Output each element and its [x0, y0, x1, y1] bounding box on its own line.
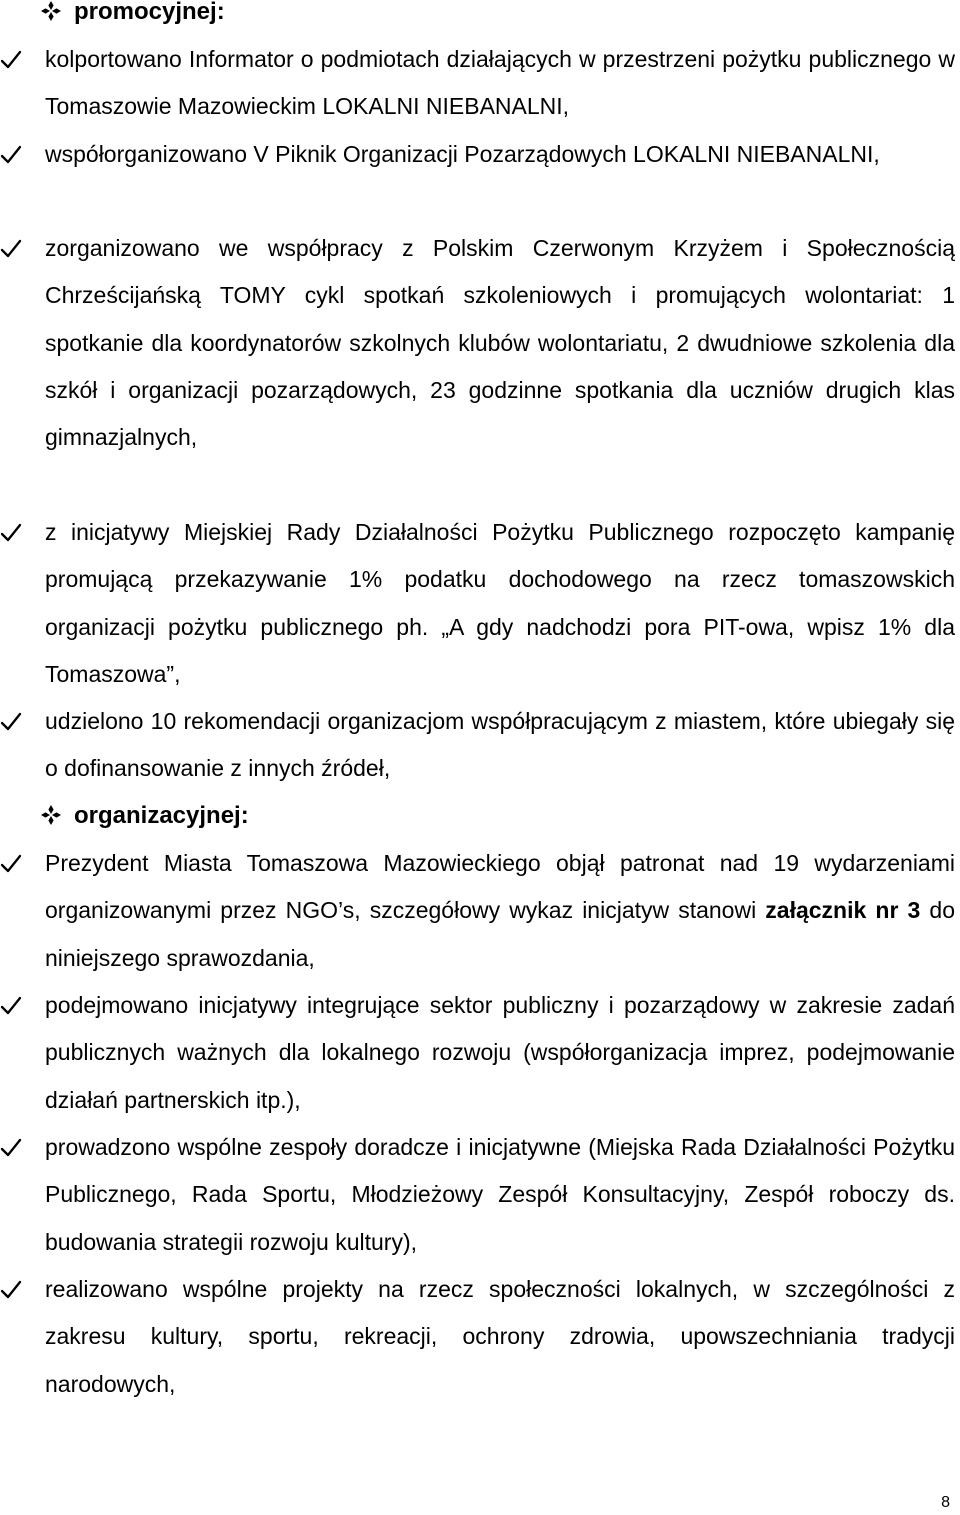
- checkmark-icon: [0, 853, 22, 875]
- section-heading-promocyjnej: [40, 0, 225, 27]
- list-item-text-part: Prezydent Miasta Tomaszowa Mazowieckiego objął patronat nad 19 wydarzeniami organizowanymi przez NGO’s, szczegółowy wykaz inicjatyw stanowi: [45, 850, 955, 924]
- checkmark-icon: [0, 144, 22, 166]
- diamond-bullet-icon: [40, 804, 62, 826]
- list-item-text: podejmowano inicjatywy integrujące sektor publiczny i pozarządowy w zakresie zadań publicznych ważnych dla lokalnego rozwoju (współorganizacja imprez, podejmowanie działań partnerskich itp.),: [45, 992, 955, 1113]
- list-item-text: współorganizowano V Piknik Organizacji Pozarządowych LOKALNI NIEBANALNI,: [45, 141, 880, 167]
- list-item-text: udzielono 10 rekomendacji organizacjom współpracującym z miastem, które ubiegały się o dofinansowanie z innych źródeł,: [45, 708, 955, 782]
- list-item-text: kolportowano Informator o podmiotach działających w przestrzeni pożytku publicznego w Tomaszowie Mazowieckim LOKALNI NIEBANALNI,: [45, 46, 955, 120]
- checkmark-icon: [0, 238, 22, 260]
- list-item-text: zorganizowano we współpracy z Polskim Czerwonym Krzyżem i Społecznością Chrześcijańską TOMY cykl spotkań szkoleniowych i promujących wolontariat: 1 spotkanie dla koordynatorów szkolnych klubów wolontariatu, 2 dwudniowe szkolenia dla szkół i organizacji pozarządowych, 23 godzinne spotkania dla uczniów drugich klas gimnazjalnych,: [45, 235, 955, 451]
- section-heading-text: promocyjnej:: [74, 0, 225, 25]
- section-heading-text: organizacyjnej:: [74, 802, 249, 829]
- list-item-text-part: do niniejszego sprawozdania,: [45, 897, 955, 971]
- checkmark-icon: [0, 1137, 22, 1159]
- section-heading-organizacyjnej: [40, 801, 249, 831]
- diamond-bullet-icon: [40, 0, 62, 22]
- checkmark-icon: [0, 522, 22, 544]
- checkmark-icon: [0, 49, 22, 71]
- page-number: 8: [941, 1494, 950, 1511]
- list-item-text: z inicjatywy Miejskiej Rady Działalności Pożytku Publicznego rozpoczęto kampanię promującą przekazywanie 1% podatku dochodowego na rzecz tomaszowskich organizacji pożytku publicznego ph. „A gdy nadchodzi pora PIT-owa, wpisz 1% dla Tomaszowa”,: [45, 519, 955, 687]
- checkmark-icon: [0, 1279, 22, 1301]
- checkmark-icon: [0, 711, 22, 733]
- checkmark-icon: [0, 995, 22, 1017]
- list-item-text: prowadzono wspólne zespoły doradcze i inicjatywne (Miejska Rada Działalności Pożytku Publicznego, Rada Sportu, Młodzieżowy Zespół Konsultacyjny, Zespół roboczy ds. budowania strategii rozwoju kultury),: [45, 1134, 955, 1255]
- list-item-text: [45, 840, 955, 982]
- list-item-text: realizowano wspólne projekty na rzecz społeczności lokalnych, w szczególności z zakresu kultury, sportu, rekreacji, ochrony zdrowia, upowszechniania tradycji narodowych,: [45, 1276, 955, 1397]
- attachment-reference: załącznik nr 3: [765, 897, 921, 924]
